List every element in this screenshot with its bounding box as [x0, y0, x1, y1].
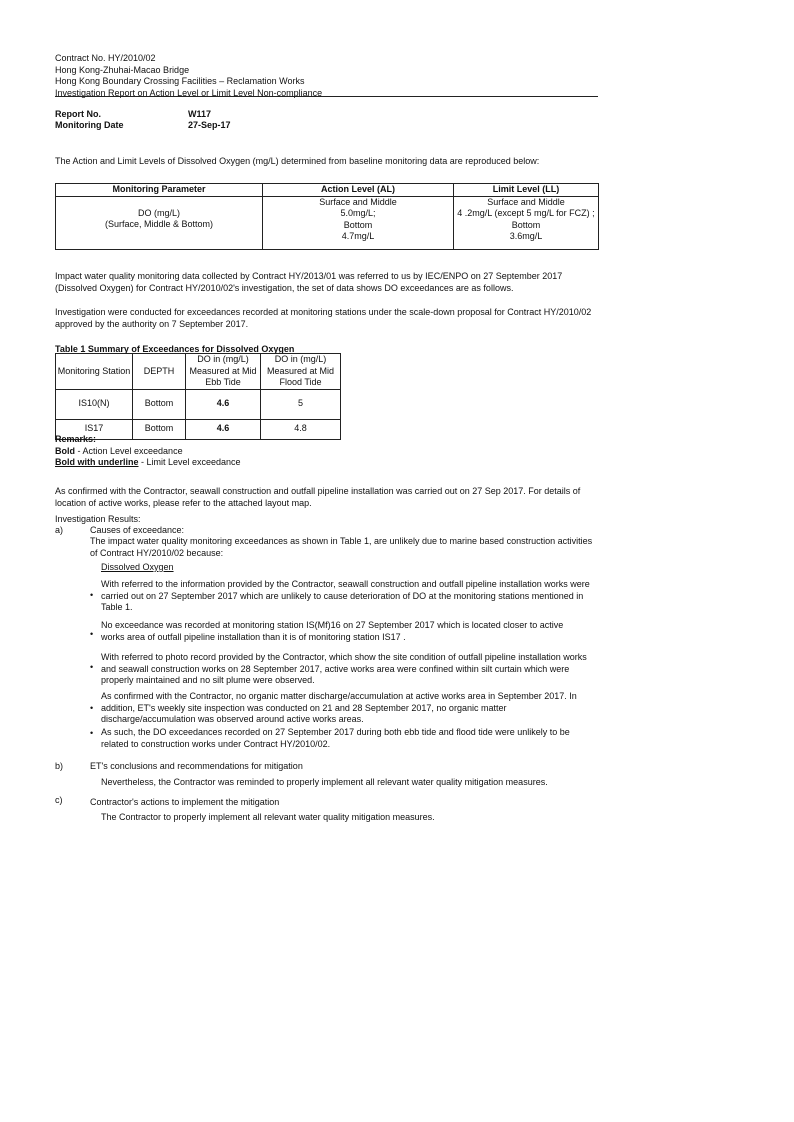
header-contract-no: Contract No. HY/2010/02 — [55, 53, 156, 63]
bullet-icon: • — [90, 590, 94, 600]
monitoring-date-label: Monitoring Date — [55, 120, 124, 130]
monitoring-date-value: 27-Sep-17 — [188, 120, 231, 130]
remark-limit-level — [55, 457, 241, 469]
bullet-text: As confirmed with the Contractor, no organic matter discharge/accumulation at active works area in September 2017. In addition, ET's weekly site inspection was conducted on 21 and 28 September 2017, no organic matter discharge/accumulation was observed around active works areas. — [101, 691, 577, 724]
al-line: 4.7mg/L — [341, 231, 375, 241]
al-line: Surface and Middle — [319, 196, 397, 207]
action-level-cell — [263, 196, 454, 249]
item-a-title: Causes of exceedance: — [90, 525, 185, 535]
intro-text: The Action and Limit Levels of Dissolved Oxygen (mg/L) determined from baseline monitoring data are reproduced below: — [55, 156, 540, 166]
col-monitoring-parameter: Monitoring Parameter — [56, 184, 263, 197]
remark-bold-desc: - Action Level exceedance — [75, 446, 183, 456]
item-a-label: a) — [55, 525, 64, 535]
flood-value-cell: 5 — [261, 389, 341, 419]
bullet-icon: • — [90, 703, 94, 713]
item-b-text: Nevertheless, the Contractor was reminded to properly implement all relevant water quality mitigation measures. — [101, 777, 548, 787]
ebb-value-cell: 4.6 — [186, 389, 261, 419]
document-header — [55, 53, 598, 99]
paragraph-contractor-confirmation: As confirmed with the Contractor, seawall construction and outfall pipeline installation was carried out on 27 Sep 2017. For details of location of active works, please refer to the attached layout map. — [55, 486, 581, 508]
col-limit-level: Limit Level (LL) — [454, 184, 599, 197]
table-row — [56, 389, 341, 419]
flood-value-cell: 4.8 — [261, 419, 341, 439]
al-line: Bottom — [343, 219, 373, 230]
header-project: Hong Kong-Zhuhai-Macao Bridge — [55, 64, 190, 75]
col-flood-tide: DO in (mg/L) Measured at Mid Flood Tide — [261, 354, 341, 390]
paragraph-data-referral: Impact water quality monitoring data collected by Contract HY/2013/01 was referred to us by IEC/ENPO on 27 September 2017 (Dissolved Oxygen) for Contract HY/2010/02's investigation, the set of data shows DO exceedances are as follows. — [55, 271, 563, 293]
station-cell: IS17 — [56, 419, 133, 439]
depth-cell: Bottom — [133, 419, 186, 439]
dissolved-oxygen-subheading: Dissolved Oxygen — [101, 562, 174, 572]
col-ebb-tide: DO in (mg/L) Measured at Mid Ebb Tide — [186, 354, 261, 390]
station-cell: IS10(N) — [56, 389, 133, 419]
paragraph-investigation-scope: Investigation were conducted for exceedances recorded at monitoring stations under the scale-down proposal for Contract HY/2010/02 approved by the authority on 7 September 2017. — [55, 307, 592, 329]
limit-level-cell — [454, 196, 599, 249]
exceedance-summary-table — [55, 353, 341, 440]
ll-line: Surface and Middle — [487, 196, 565, 207]
bullet-icon: • — [90, 629, 94, 639]
bullet-icon: • — [90, 662, 94, 672]
ebb-value-cell: 4.6 — [186, 419, 261, 439]
item-b-title: ET's conclusions and recommendations for mitigation — [90, 761, 303, 771]
table1-title: Table 1 Summary of Exceedances for Dissolved Oxygen — [55, 344, 295, 354]
item-b-label: b) — [55, 761, 64, 771]
header-facility: Hong Kong Boundary Crossing Facilities – Reclamation Works — [55, 76, 305, 86]
item-c-text: The Contractor to properly implement all relevant water quality mitigation measures. — [101, 812, 435, 822]
item-a-text: The impact water quality monitoring exceedances as shown in Table 1, are unlikely due to marine based construction activities of Contract HY/2010/02 because: — [90, 536, 593, 558]
ll-line: Bottom — [511, 219, 541, 230]
param-name: DO (mg/L) — [137, 207, 180, 218]
col-station: Monitoring Station — [56, 354, 133, 390]
remarks-title: Remarks: — [55, 434, 97, 444]
remark-bold-underline-desc: - Limit Level exceedance — [138, 457, 241, 467]
ll-line: 4 .2mg/L (except 5 mg/L for FCZ) ; — [457, 208, 595, 218]
bullet-text: As such, the DO exceedances recorded on 27 September 2017 during both ebb tide and flood tide were unlikely to be related to construction works under Contract HY/2010/02. — [101, 727, 570, 749]
investigation-title: Investigation Results: — [55, 514, 141, 524]
col-depth: DEPTH — [133, 354, 186, 390]
header-divider — [55, 96, 598, 97]
bullet-text: With referred to the information provided by the Contractor, seawall construction and outfall pipeline installation works were carried out on 27 September 2017 which are unlikely to cause deterioration of DO at the monitoring stations mentioned in Table 1. — [101, 579, 590, 612]
al-line: 5.0mg/L; — [340, 208, 376, 218]
report-no-value: W117 — [188, 109, 212, 119]
bullet-icon: • — [90, 728, 94, 738]
ll-line: 3.6mg/L — [509, 231, 543, 241]
depth-cell: Bottom — [133, 389, 186, 419]
param-cell — [56, 196, 263, 249]
item-c-title: Contractor's actions to implement the mitigation — [90, 797, 280, 807]
remark-bold-underline-label: Bold with underline — [55, 457, 139, 467]
header-report-title: Investigation Report on Action Level or Limit Level Non-compliance — [55, 87, 323, 98]
action-limit-levels-table — [55, 183, 599, 250]
param-depths: (Surface, Middle & Bottom) — [104, 219, 214, 229]
col-action-level: Action Level (AL) — [263, 184, 454, 197]
bullet-text: With referred to photo record provided by the Contractor, which show the site condition of outfall pipeline installation works and seawall construction works on 28 September 2017, active works area were confined within silt curtain which were properly maintained and no silt plume were observed. — [101, 652, 587, 685]
remark-bold-label: Bold — [55, 446, 75, 456]
report-no-label: Report No. — [55, 109, 101, 119]
remark-action-level — [55, 446, 183, 458]
bullet-text: No exceedance was recorded at monitoring station IS(Mf)16 on 27 September 2017 which is located closer to active works area of outfall pipeline installation than it is of monitoring station IS17 . — [101, 620, 564, 642]
item-c-label: c) — [55, 795, 63, 805]
table-row — [56, 419, 341, 439]
